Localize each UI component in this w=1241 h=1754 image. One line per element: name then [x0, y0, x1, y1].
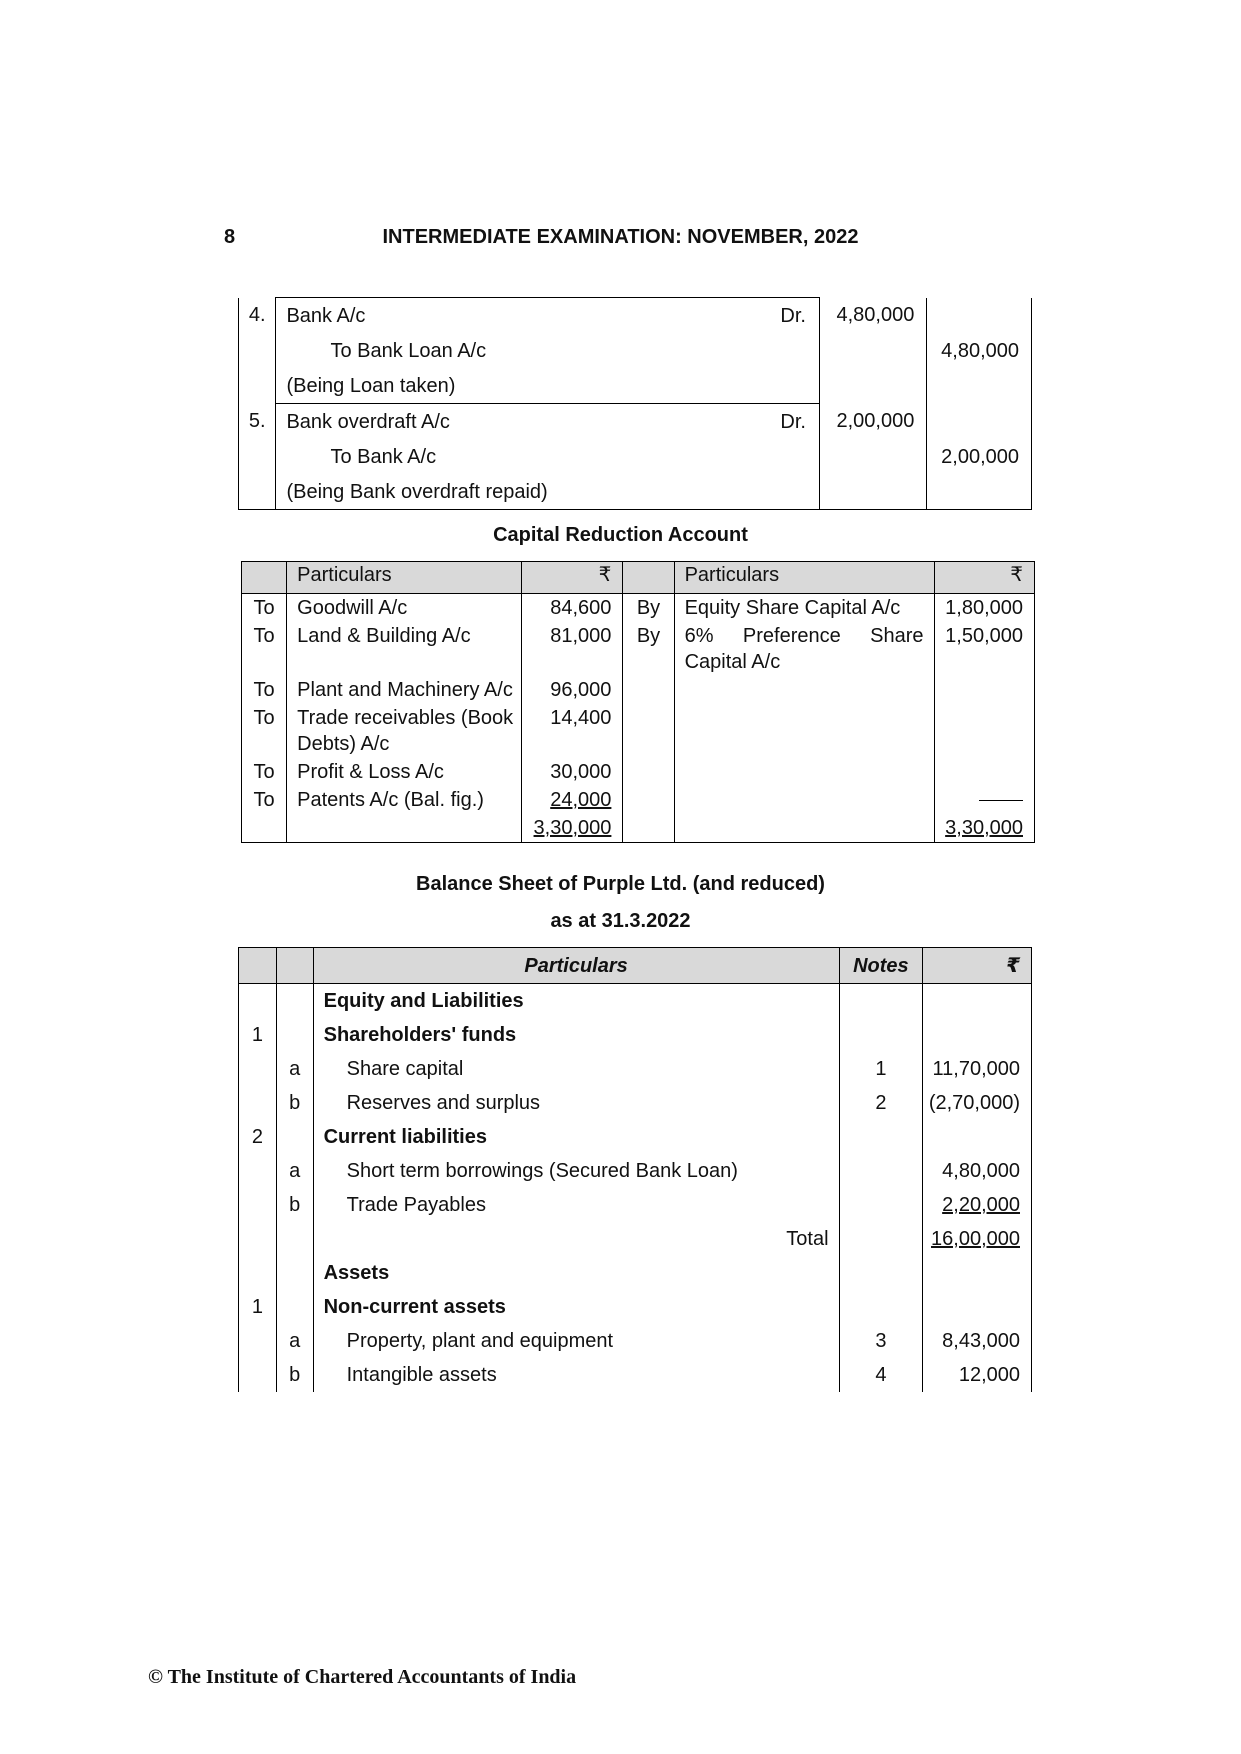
total-amount: 16,00,000 [931, 1228, 1020, 1250]
particulars: Trade receivables (Book Debts) A/c [287, 704, 522, 758]
amount: 14,400 [522, 704, 623, 758]
capital-reduction-table [241, 561, 1035, 843]
narration: (Being Bank overdraft repaid) [276, 474, 768, 510]
prefix: To [242, 594, 287, 623]
amount: 4,80,000 [923, 1154, 1032, 1188]
section-heading: Equity and Liabilities [313, 984, 839, 1019]
amount: 30,000 [522, 758, 623, 786]
debit-account: Bank A/c [276, 298, 768, 334]
note-ref: 3 [839, 1324, 923, 1358]
amount: 96,000 [522, 676, 623, 704]
line-item: Property, plant and equipment [346, 1330, 614, 1352]
table-row [239, 1358, 1032, 1392]
table-row [242, 704, 1035, 758]
row-number: 1 [239, 1290, 277, 1324]
table-row [239, 1324, 1032, 1358]
particulars: Land & Building A/c [287, 622, 522, 676]
group-heading: Shareholders' funds [313, 1018, 839, 1052]
footer-copyright: © The Institute of Chartered Accountants of India [148, 1666, 577, 1688]
journal-row [239, 474, 1032, 510]
amount: 81,000 [522, 622, 623, 676]
amount: 11,70,000 [923, 1052, 1032, 1086]
particulars: Goodwill A/c [287, 594, 522, 623]
particulars: Plant and Machinery A/c [287, 676, 522, 704]
entry-number: 4. [239, 298, 276, 334]
note-ref: 4 [839, 1358, 923, 1392]
group-heading: Non-current assets [313, 1290, 839, 1324]
entry-number: 5. [239, 404, 276, 440]
total-left: 3,30,000 [533, 817, 612, 839]
line-item: Share capital [346, 1058, 464, 1080]
header-amount: ₹ [923, 948, 1032, 984]
capital-reduction-title: Capital Reduction Account [493, 524, 748, 546]
page-number: 8 [224, 226, 236, 248]
table-row [242, 786, 1035, 814]
header-particulars: Particulars [313, 948, 839, 984]
table-row [242, 758, 1035, 786]
section-heading: Assets [313, 1256, 839, 1290]
journal-row [239, 439, 1032, 474]
credit-amount-empty [927, 298, 1032, 334]
page-title: INTERMEDIATE EXAMINATION: NOVEMBER, 2022 [382, 226, 859, 248]
table-header-row [242, 562, 1035, 594]
sub-letter: a [276, 1154, 313, 1188]
debit-amount: 2,00,000 [819, 404, 927, 440]
row-number: 2 [239, 1120, 277, 1154]
balance-sheet-date: as at 31.3.2022 [550, 910, 691, 932]
amount: 24,000 [550, 789, 612, 811]
total-right: 3,30,000 [945, 817, 1023, 839]
table-row [239, 1290, 1032, 1324]
table-row [239, 1188, 1032, 1222]
journal-row [239, 298, 1032, 334]
table-row [239, 984, 1032, 1019]
journal-row [239, 368, 1032, 404]
prefix: To [242, 786, 287, 814]
amount: (2,70,000) [923, 1086, 1032, 1120]
table-row [239, 1086, 1032, 1120]
debit-amount: 4,80,000 [819, 298, 927, 334]
particulars-line2: Capital A/c [684, 651, 781, 673]
prefix: To [242, 676, 287, 704]
table-row [242, 622, 1035, 676]
amount: 8,43,000 [923, 1324, 1032, 1358]
dr-label: Dr. [768, 404, 820, 440]
table-row [239, 1256, 1032, 1290]
row-number: 1 [239, 1018, 277, 1052]
sub-letter: a [276, 1324, 313, 1358]
line-item: Trade Payables [346, 1194, 486, 1216]
table-row [239, 1154, 1032, 1188]
particulars: Equity Share Capital A/c [674, 594, 934, 623]
line-item: Short term borrowings (Secured Bank Loan) [346, 1160, 738, 1182]
amount: 1,50,000 [934, 622, 1034, 676]
total-label: Total [313, 1222, 839, 1256]
line-item: Intangible assets [346, 1364, 497, 1386]
credit-account: To Bank Loan A/c [330, 339, 487, 362]
particulars: Profit & Loss A/c [287, 758, 522, 786]
sub-letter: b [276, 1086, 313, 1120]
total-row [242, 814, 1035, 843]
amount: 84,600 [522, 594, 623, 623]
total-row [239, 1222, 1032, 1256]
particulars [674, 622, 934, 676]
group-heading: Current liabilities [313, 1120, 839, 1154]
note-ref: 1 [839, 1052, 923, 1086]
prefix: By [623, 594, 674, 623]
sub-letter: b [276, 1188, 313, 1222]
particulars-line1: 6% Preference Share [684, 625, 924, 647]
note-ref: 2 [839, 1086, 923, 1120]
header-particulars-right: Particulars [674, 562, 934, 594]
prefix: To [242, 758, 287, 786]
rule-line [979, 800, 1023, 801]
credit-account: To Bank A/c [330, 445, 437, 468]
header-particulars-left: Particulars [287, 562, 522, 594]
balance-sheet-table [238, 947, 1032, 1392]
credit-amount: 2,00,000 [927, 439, 1032, 474]
amount: 2,20,000 [942, 1194, 1020, 1216]
debit-account: Bank overdraft A/c [276, 404, 768, 440]
balance-sheet-title: Balance Sheet of Purple Ltd. (and reduced) [416, 873, 825, 895]
prefix: To [242, 704, 287, 758]
table-row [242, 676, 1035, 704]
narration: (Being Loan taken) [286, 374, 456, 397]
line-item: Reserves and surplus [346, 1092, 541, 1114]
amount: 12,000 [923, 1358, 1032, 1392]
table-row [242, 594, 1035, 623]
table-row [239, 1018, 1032, 1052]
journal-entries-table [238, 297, 1032, 510]
header-amount-left: ₹ [522, 562, 623, 594]
table-row [239, 1052, 1032, 1086]
particulars: Patents A/c (Bal. fig.) [287, 786, 522, 814]
header-notes: Notes [839, 948, 923, 984]
sub-letter: a [276, 1052, 313, 1086]
table-header-row [239, 948, 1032, 984]
prefix: By [623, 622, 674, 676]
table-row [239, 1120, 1032, 1154]
sub-letter: b [276, 1358, 313, 1392]
amount: 1,80,000 [934, 594, 1034, 623]
journal-row [239, 333, 1032, 368]
dr-label: Dr. [768, 298, 820, 334]
journal-row [239, 404, 1032, 440]
header-amount-right: ₹ [934, 562, 1034, 594]
prefix: To [242, 622, 287, 676]
credit-amount: 4,80,000 [927, 333, 1032, 368]
